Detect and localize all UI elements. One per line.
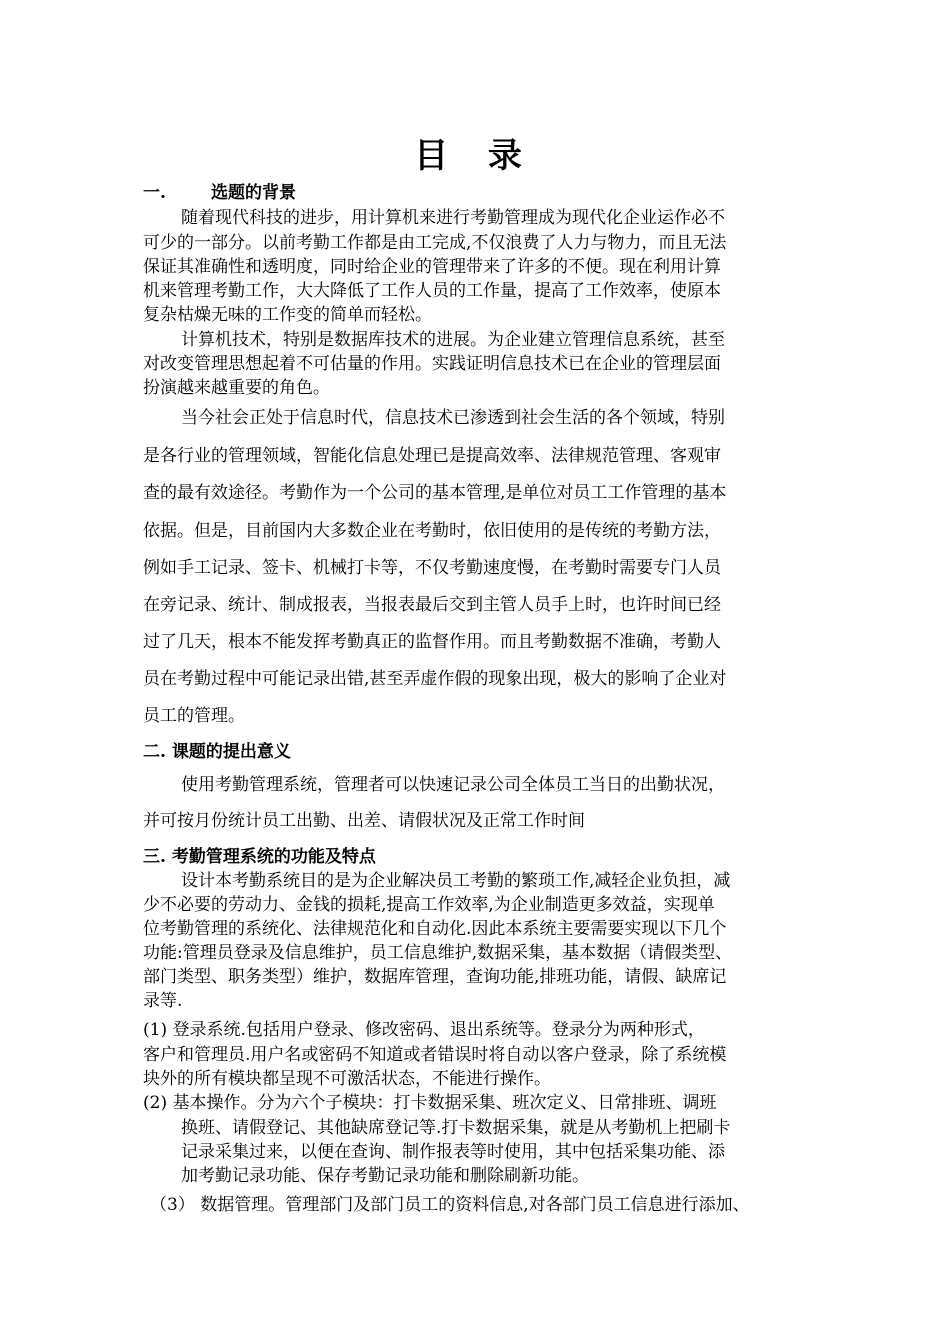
paragraph-line: 过了几天，根本不能发挥考勤真正的监督作用。而且考勤数据不准确，考勤人 (143, 632, 721, 652)
paragraph-line: 机来管理考勤工作，大大降低了工作人员的工作量，提高了工作效率，使原本 (143, 281, 721, 301)
paragraph-line: 保证其准确性和透明度，同时给企业的管理带来了许多的不便。现在利用计算 (143, 257, 721, 277)
paragraph-line: 部门类型、职务类型）维护，数据库管理，查询功能,排班功能，请假、缺席记 (143, 967, 727, 987)
paragraph-line: 当今社会正处于信息时代，信息技术已渗透到社会生活的各个领域，特别 (181, 408, 725, 428)
paragraph-line: 例如手工记录、签卡、机械打卡等，不仅考勤速度慢，在考勤时需要专门人员 (143, 558, 721, 578)
section-number: 二. (143, 742, 166, 762)
paragraph-line: 是各行业的管理领域，智能化信息处理已是提高效率、法律规范管理、客观审 (143, 446, 721, 466)
paragraph-line: 员在考勤过程中可能记录出错,甚至弄虚作假的现象出现，极大的影响了企业对 (143, 669, 727, 689)
list-item-line: 记录采集过来，以便在查询、制作报表等时使用，其中包括采集功能、添 (181, 1142, 725, 1162)
list-item-line: （3） 数据管理。管理部门及部门员工的资料信息,对各部门员工信息进行添加、 (150, 1195, 750, 1215)
section-title: 课题的提出意义 (171, 742, 291, 762)
paragraph-line: 对改变管理思想起着不可估量的作用。实践证明信息技术已在企业的管理层面 (143, 354, 721, 374)
paragraph-line: 查的最有效途径。考勤作为一个公司的基本管理,是单位对员工工作管理的基本 (143, 483, 727, 503)
paragraph-line: 位考勤管理的系统化、法律规范化和自动化.因此本系统主要需要实现以下几个 (143, 919, 727, 939)
section-title: 考勤管理系统的功能及特点 (171, 847, 376, 867)
list-item-line: 客户和管理员.用户名或密码不知道或者错误时将自动以客户登录，除了系统模 (143, 1045, 727, 1065)
section-heading-3 (143, 842, 376, 867)
list-item-line: (2) 基本操作。分为六个子模块：打卡数据采集、班次定义、日常排班、调班 (143, 1093, 717, 1113)
paragraph-line: 扮演越来越重要的角色。 (143, 378, 330, 398)
section-heading-1 (143, 178, 296, 203)
page-title: 目 录 (414, 136, 536, 176)
paragraph-line: 随着现代科技的进步，用计算机来进行考勤管理成为现代化企业运作必不 (181, 208, 725, 228)
list-item-line: 加考勤记录功能、保存考勤记录功能和删除刷新功能。 (181, 1166, 589, 1186)
list-item-line: 块外的所有模块都呈现不可激活状态，不能进行操作。 (143, 1069, 551, 1089)
paragraph-line: 少不必要的劳动力、金钱的损耗,提高工作效率,为企业制造更多效益，实现单 (143, 895, 715, 915)
paragraph-line: 设计本考勤系统目的是为企业解决员工考勤的繁琐工作,减轻企业负担，减 (181, 871, 731, 891)
paragraph-line: 功能:管理员登录及信息维护，员工信息维护,数据采集，基本数据（请假类型、 (143, 943, 733, 963)
paragraph-line: 在旁记录、统计、制成报表，当报表最后交到主管人员手上时，也许时间已经 (143, 595, 721, 615)
paragraph-line: 计算机技术，特别是数据库技术的进展。为企业建立管理信息系统，甚至 (181, 330, 725, 350)
list-item-line: 换班、请假登记、其他缺席登记等.打卡数据采集，就是从考勤机上把刷卡 (181, 1118, 731, 1138)
section-number: 三. (143, 847, 166, 867)
paragraph-line: 员工的管理。 (143, 706, 245, 726)
paragraph-line: 复杂枯燥无味的工作变的简单而轻松。 (143, 305, 432, 325)
paragraph-line: 录等. (143, 991, 183, 1011)
section-title: 选题的背景 (211, 183, 296, 203)
section-number: 一. (143, 183, 166, 203)
paragraph-line: 使用考勤管理系统，管理者可以快速记录公司全体员工当日的出勤状况， (181, 775, 725, 795)
section-heading-2 (143, 737, 291, 762)
list-item-line: (1) 登录系统.包括用户登录、修改密码、退出系统等。登录分为两种形式， (143, 1020, 705, 1040)
paragraph-line: 可少的一部分。以前考勤工作都是由工完成,不仅浪费了人力与物力，而且无法 (143, 233, 727, 253)
paragraph-line: 依据。但是，目前国内大多数企业在考勤时，依旧使用的是传统的考勤方法， (143, 521, 721, 541)
paragraph-line: 并可按月份统计员工出勤、出差、请假状况及正常工作时间 (143, 811, 585, 831)
